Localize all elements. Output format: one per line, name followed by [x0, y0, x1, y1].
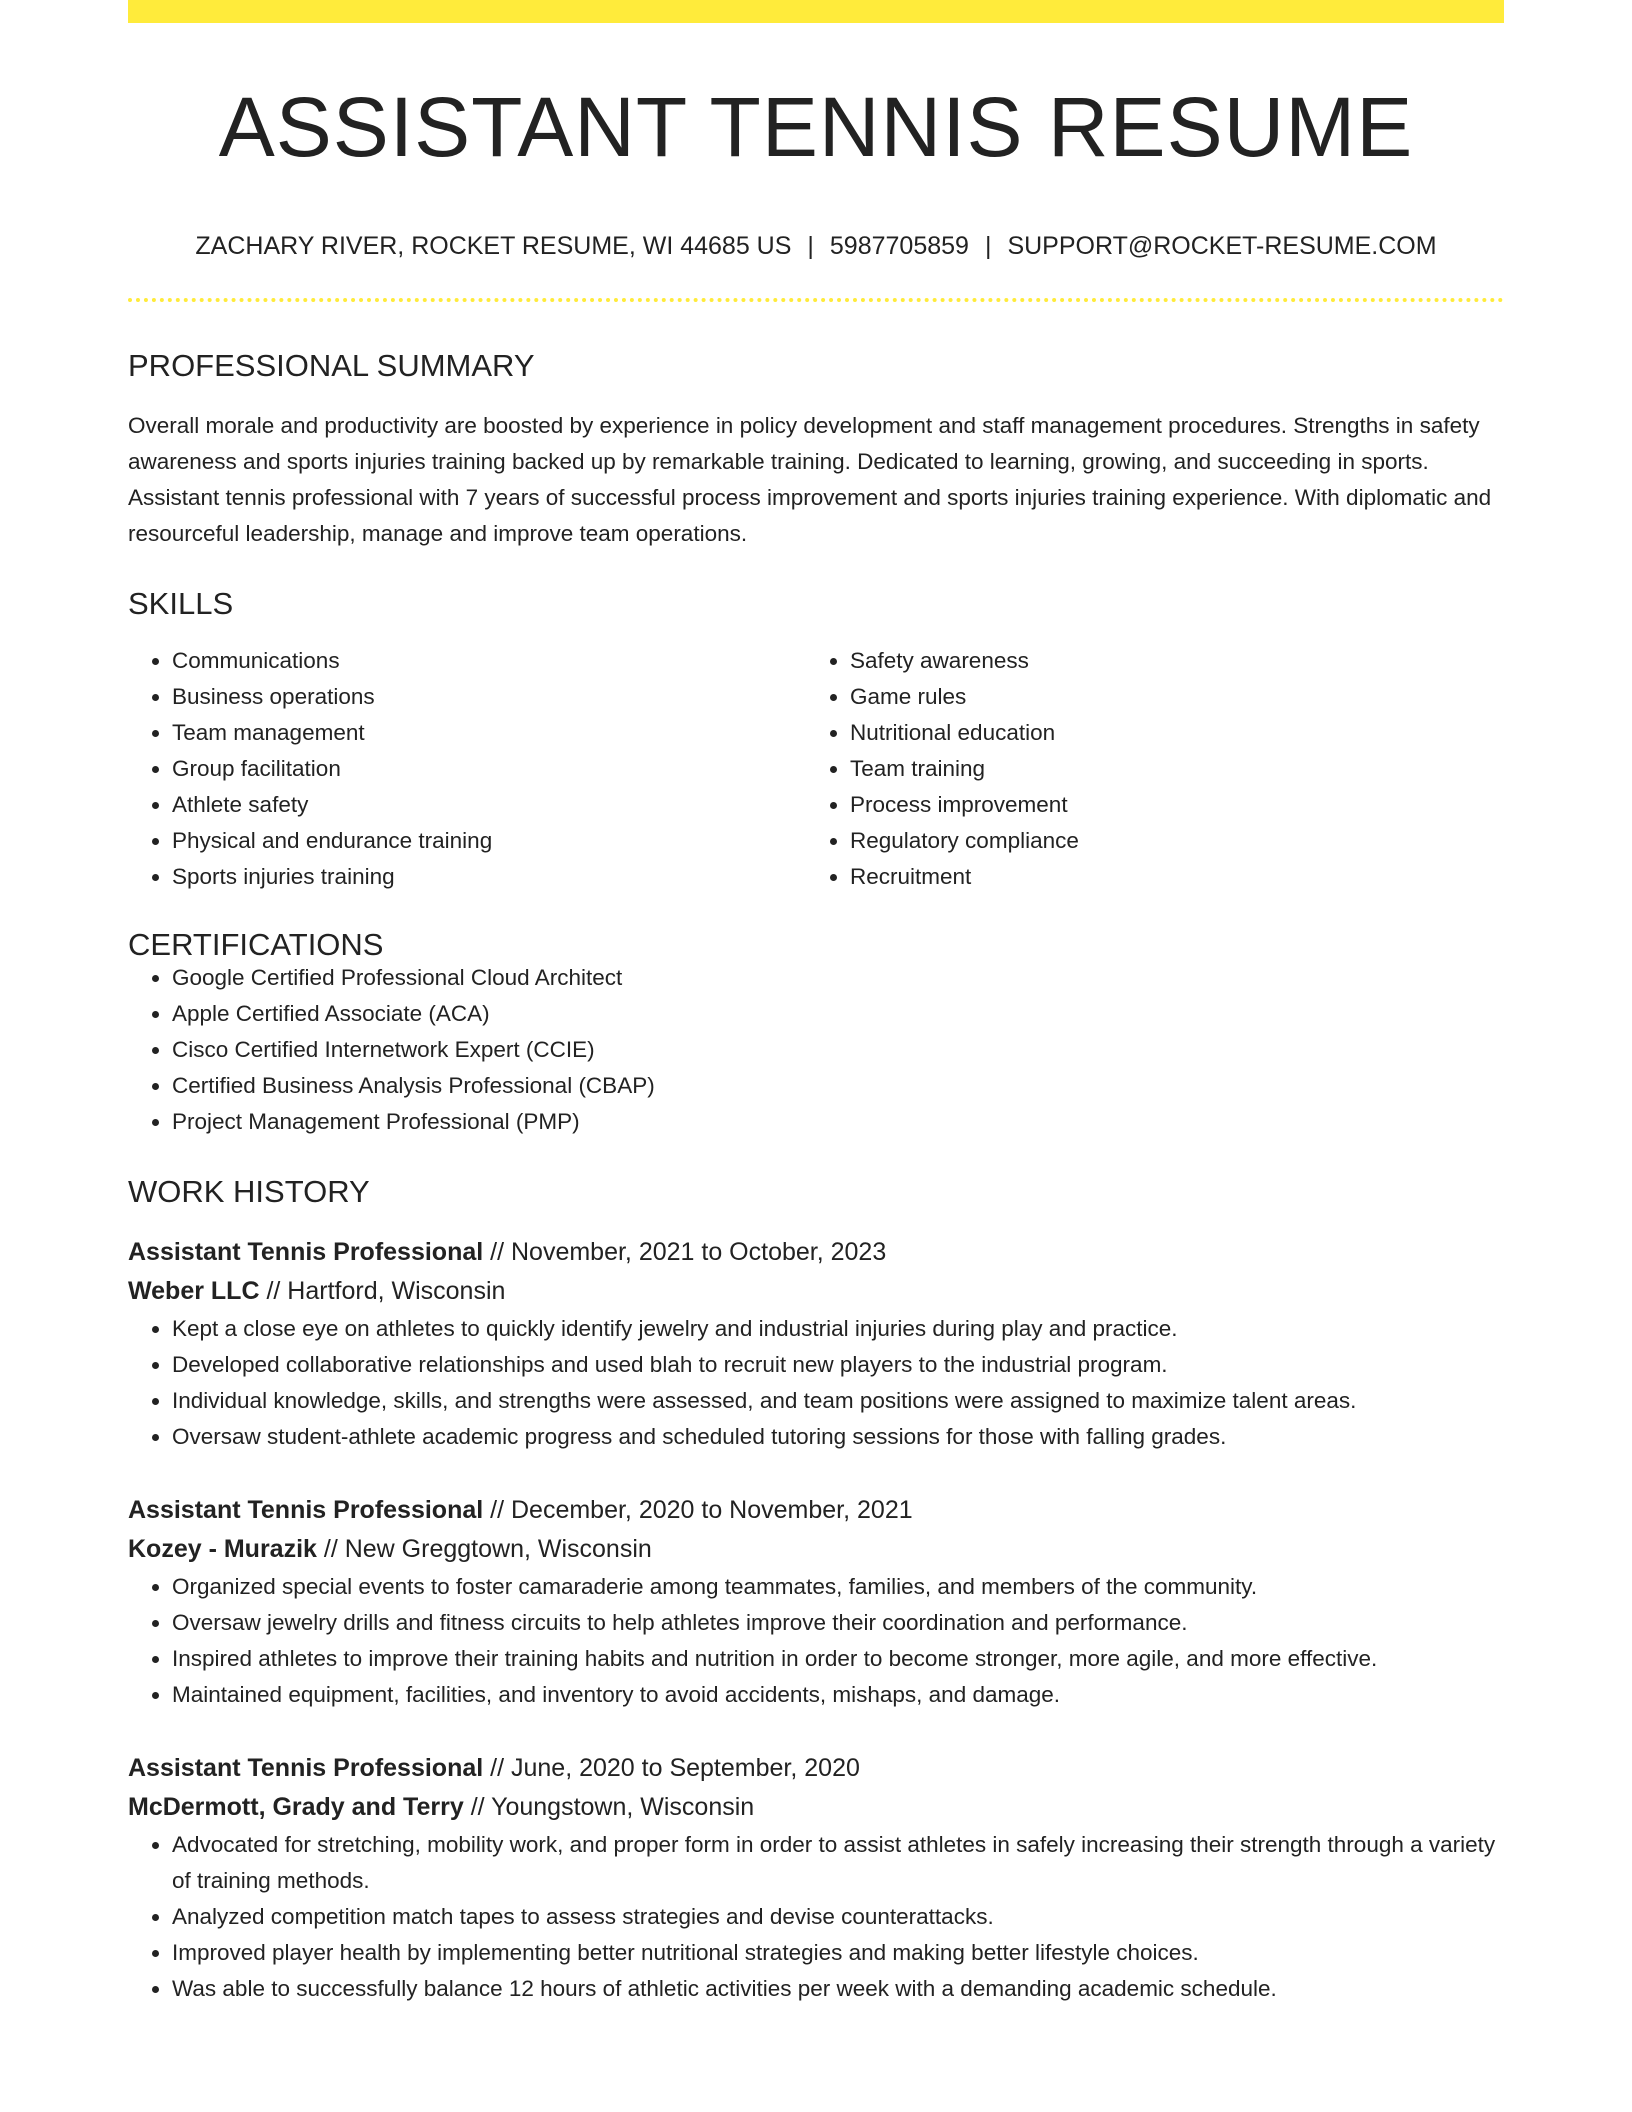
job-entry [128, 1491, 1504, 1713]
skills-list-left [128, 643, 806, 895]
job-bullet: • Individual knowledge, skills, and strengths were assessed, and team positions were assigned to maximize talent areas. [172, 1383, 1504, 1419]
job-title: Assistant Tennis Professional [128, 1754, 484, 1782]
job-title-line [128, 1749, 1504, 1788]
skill-item: • Physical and endurance training [172, 823, 806, 859]
job-company: Weber LLC [128, 1277, 260, 1305]
skills-heading: SKILLS [128, 586, 234, 621]
certification-item: • Certified Business Analysis Professional (CBAP) [172, 1068, 1504, 1104]
certification-item: • Cisco Certified Internetwork Expert (CCIE) [172, 1032, 1504, 1068]
work-history-heading: WORK HISTORY [128, 1174, 370, 1209]
certifications-heading: CERTIFICATIONS [128, 927, 384, 962]
certifications-list [128, 960, 1504, 1140]
work-history-list [128, 1233, 1504, 2007]
job-entry [128, 1233, 1504, 1455]
skills-list-right [806, 643, 1484, 895]
certification-item: • Apple Certified Associate (ACA) [172, 996, 1504, 1032]
skill-item: • Sports injuries training [172, 859, 806, 895]
resume-title: ASSISTANT TENNIS RESUME [218, 80, 1414, 174]
job-bullet: • Organized special events to foster camaraderie among teammates, families, and members of the community. [172, 1569, 1504, 1605]
job-company: McDermott, Grady and Terry [128, 1793, 464, 1821]
job-company-line [128, 1788, 1504, 1827]
job-title-line [128, 1233, 1504, 1272]
job-title: Assistant Tennis Professional [128, 1238, 484, 1266]
job-bullet: • Maintained equipment, facilities, and inventory to avoid accidents, mishaps, and damage. [172, 1677, 1504, 1713]
skill-item: • Nutritional education [850, 715, 1484, 751]
job-location: // Hartford, Wisconsin [266, 1277, 506, 1305]
skill-item: • Process improvement [850, 787, 1484, 823]
skill-item: • Group facilitation [172, 751, 806, 787]
job-bullet: • Was able to successfully balance 12 hours of athletic activities per week with a demanding academic schedule. [172, 1971, 1504, 2007]
contact-address: ZACHARY RIVER, ROCKET RESUME, WI 44685 US [195, 232, 792, 260]
job-dates: // November, 2021 to October, 2023 [490, 1238, 887, 1266]
contact-separator: | [984, 232, 992, 260]
skill-item: • Team management [172, 715, 806, 751]
contact-line [128, 234, 1504, 259]
certification-item: • Google Certified Professional Cloud Architect [172, 960, 1504, 996]
job-bullet: • Analyzed competition match tapes to assess strategies and devise counterattacks. [172, 1899, 1504, 1935]
job-entry [128, 1749, 1504, 2007]
job-bullet: • Oversaw student-athlete academic progress and scheduled tutoring sessions for those with falling grades. [172, 1419, 1504, 1455]
job-bullets [128, 1827, 1504, 2007]
job-title-line [128, 1491, 1504, 1530]
skills-columns [128, 643, 1504, 895]
job-bullet: • Oversaw jewelry drills and fitness circuits to help athletes improve their coordination and performance. [172, 1605, 1504, 1641]
job-bullets [128, 1569, 1504, 1713]
job-bullet: • Improved player health by implementing better nutritional strategies and making better lifestyle choices. [172, 1935, 1504, 1971]
job-company-line [128, 1272, 1504, 1311]
job-location: // Youngstown, Wisconsin [470, 1793, 755, 1821]
job-title: Assistant Tennis Professional [128, 1496, 484, 1524]
job-dates: // December, 2020 to November, 2021 [490, 1496, 913, 1524]
skill-item: • Business operations [172, 679, 806, 715]
skill-item: • Athlete safety [172, 787, 806, 823]
skill-item: • Safety awareness [850, 643, 1484, 679]
summary-text: Overall morale and productivity are boosted by experience in policy development and staff management procedures. Strengths in safety awareness and sports injuries training backed up by remarkable training. Dedicated to learning, growing, and succeeding in sports. Assistant tennis professional with 7 years of successful process improvement and sports injuries training experience. With diplomatic and resourceful leadership, manage and improve team operations. [128, 413, 1492, 546]
job-bullet: • Inspired athletes to improve their training habits and nutrition in order to become stronger, more agile, and more effective. [172, 1641, 1504, 1677]
contact-email: SUPPORT@ROCKET-RESUME.COM [1007, 232, 1437, 260]
skill-item: • Game rules [850, 679, 1484, 715]
job-bullet: • Developed collaborative relationships and used blah to recruit new players to the industrial program. [172, 1347, 1504, 1383]
job-bullet: • Advocated for stretching, mobility work, and proper form in order to assist athletes in safely increasing their strength through a variety of training methods. [172, 1827, 1504, 1899]
certification-item: • Project Management Professional (PMP) [172, 1104, 1504, 1140]
skill-item: • Team training [850, 751, 1484, 787]
job-bullet: • Kept a close eye on athletes to quickly identify jewelry and industrial injuries during play and practice. [172, 1311, 1504, 1347]
dotted-divider [128, 298, 1504, 302]
job-company-line [128, 1530, 1504, 1569]
job-company: Kozey - Murazik [128, 1535, 317, 1563]
skill-item: • Recruitment [850, 859, 1484, 895]
skills-column-left [128, 643, 806, 895]
accent-top-bar [128, 0, 1504, 23]
skill-item: • Communications [172, 643, 806, 679]
contact-separator: | [807, 232, 814, 260]
summary-heading: PROFESSIONAL SUMMARY [128, 348, 535, 383]
job-bullets [128, 1311, 1504, 1455]
skill-item: • Regulatory compliance [850, 823, 1484, 859]
job-location: // New Greggtown, Wisconsin [323, 1535, 652, 1563]
job-dates: // June, 2020 to September, 2020 [490, 1754, 860, 1782]
resume-page [128, 0, 1504, 2007]
skills-column-right [806, 643, 1484, 895]
contact-phone: 5987705859 [829, 232, 969, 260]
